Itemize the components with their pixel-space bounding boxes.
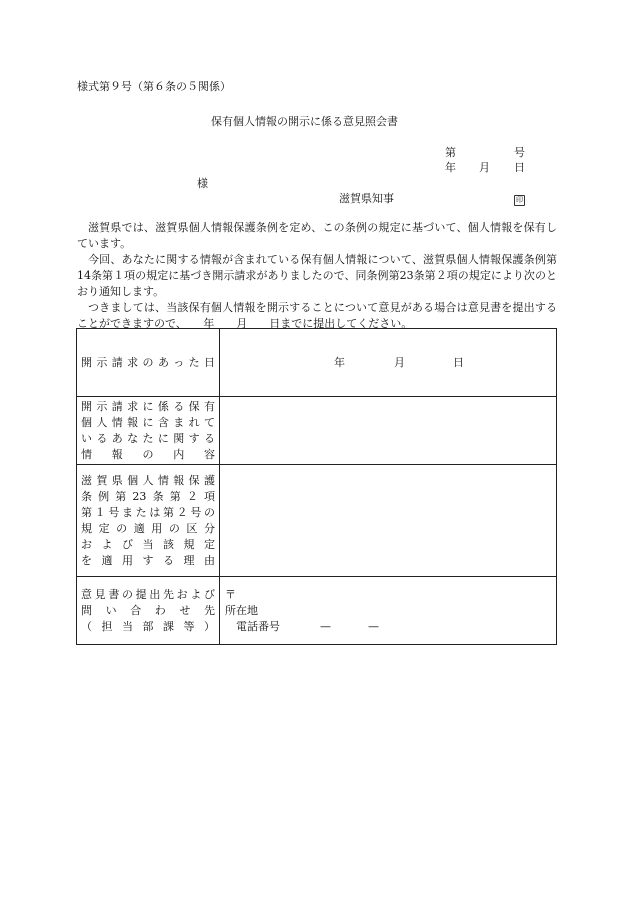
date-day-label: 日 <box>514 161 525 174</box>
table-row-contact <box>77 577 557 645</box>
contact-value[interactable] <box>220 577 557 645</box>
info-content-label: 開示請求に係る保有 個人情報に含まれて いるあなたに関する 情報の内容 <box>77 397 220 465</box>
form-number: 様式第９号（第６条の５関係） <box>77 80 231 93</box>
legal-basis-label: 滋賀県個人情報保護 条例第23条第２項 第１号または第２号の 規定の適用の区分 および当該規定 を適用する理由 <box>77 465 220 577</box>
body-paragraph-1: 滋賀県では、滋賀県個人情報保護条例を定め、この条例の規定に基づいて、個人情報を保有しています。 <box>77 221 557 250</box>
date-year-label: 年 <box>445 161 456 174</box>
request-date-value[interactable] <box>220 329 557 397</box>
table-row-legal-basis <box>77 465 557 577</box>
sender-name: 滋賀県知事 <box>339 192 394 205</box>
address-label: 所在地 <box>225 604 258 617</box>
body-paragraph-2: 今回、あなたに関する情報が含まれている保有個人情報について、滋賀県個人情報保護条例第14条第１項の規定に基づき開示請求がありましたので、同条例第23条第２項の規定により次のとおり通知します。 <box>77 253 557 298</box>
body-paragraph-3: つきましては、当該保有個人情報を開示することについて意見がある場合は意見書を提出することができますので、 年 月 日までに提出してください。 <box>77 301 557 330</box>
request-day-label: 日 <box>453 356 464 369</box>
addressee-suffix: 様 <box>197 177 208 190</box>
seal-mark <box>514 192 525 206</box>
contact-label: 意見書の提出先および 問い合わせ先 （担当部課等） <box>77 577 220 645</box>
inquiry-table <box>76 328 557 645</box>
info-content-value[interactable] <box>220 397 557 465</box>
seal-icon: 印 <box>516 196 523 204</box>
legal-basis-value[interactable] <box>220 465 557 577</box>
number-label: 第 <box>445 146 456 159</box>
phone-separator-2: — <box>368 620 379 633</box>
date-month-label: 月 <box>479 161 490 174</box>
table-row-request-date <box>77 329 557 397</box>
request-year-label: 年 <box>334 356 345 369</box>
request-month-label: 月 <box>394 356 405 369</box>
number-suffix: 号 <box>514 146 525 159</box>
phone-label: 電話番号 <box>236 620 280 633</box>
table-row-info-content <box>77 397 557 465</box>
document-title: 保有個人情報の開示に係る意見照会書 <box>211 115 398 128</box>
body-text <box>77 220 557 332</box>
phone-separator-1: — <box>320 620 331 633</box>
postal-mark: 〒 <box>225 588 236 601</box>
request-date-label: 開示請求のあった日 <box>77 329 220 397</box>
